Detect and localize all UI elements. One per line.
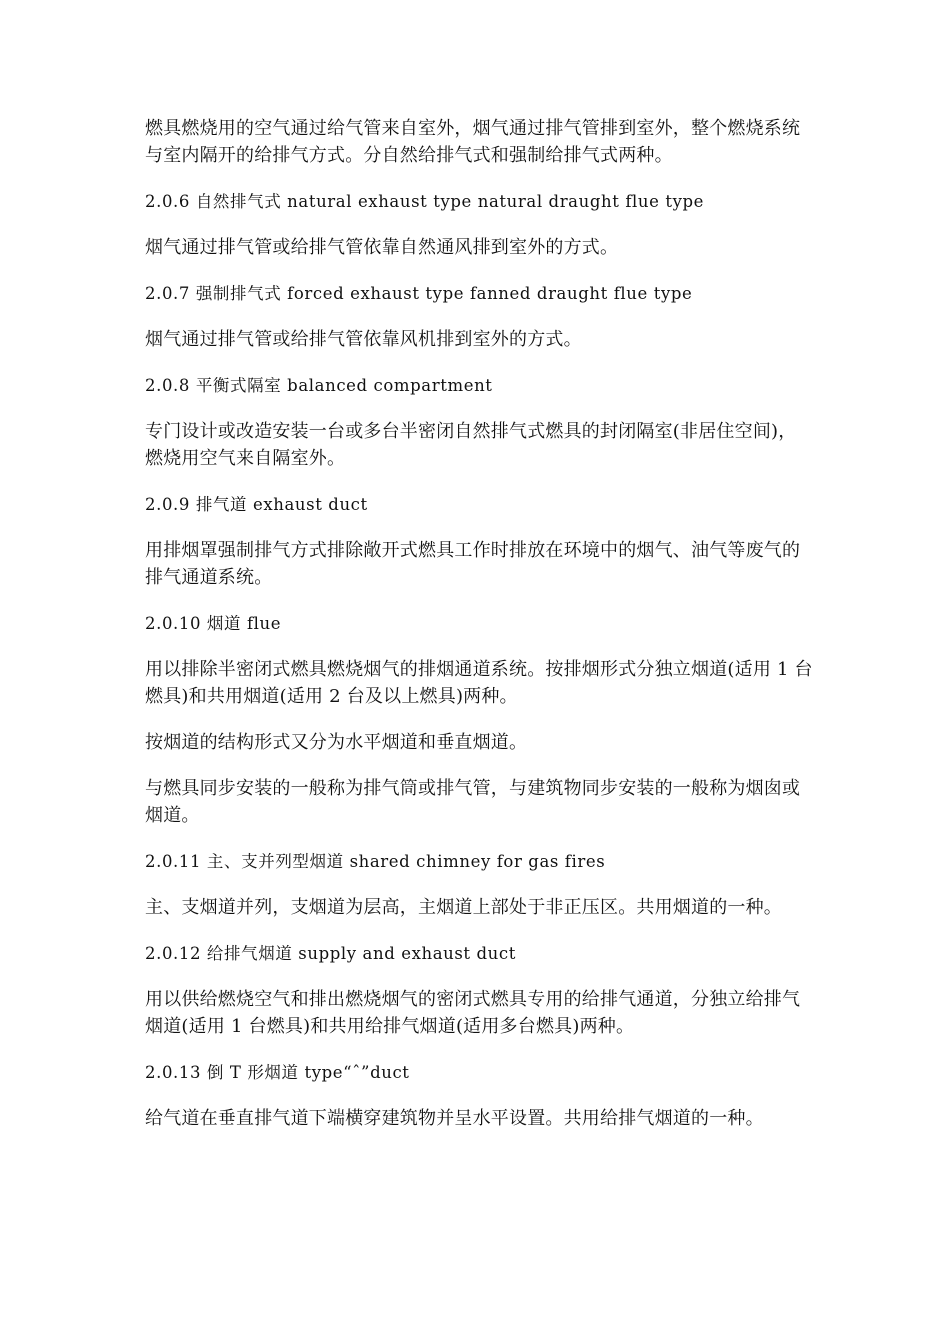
paragraph-inverted-t-duct-definition: 给气道在垂直排气道下端横穿建筑物并呈水平设置。共用给排气烟道的一种。 [145, 1108, 764, 1129]
paragraph-flue-structure: 按烟道的结构形式又分为水平烟道和垂直烟道。 [145, 732, 528, 753]
paragraph-flue-naming: 与燃具同步安装的一般称为排气筒或排气管，与建筑物同步安装的一般称为烟囱或烟道。 [145, 778, 801, 826]
paragraph-balanced-flue-definition: 燃具燃烧用的空气通过给气管来自室外，烟气通过排气管排到室外，整个燃烧系统与室内隔开的给排气方式。分自然给排气式和强制给排气式两种。 [145, 118, 801, 166]
term-heading-2-0-7: 2.0.7 强制排气式 forced exhaust type fanned draught flue type [145, 284, 693, 303]
term-heading-2-0-13: 2.0.13 倒 T 形烟道 type“ˆ”duct [145, 1063, 410, 1082]
term-heading-2-0-11: 2.0.11 主、支并列型烟道 shared chimney for gas fires [145, 852, 606, 871]
term-heading-2-0-6: 2.0.6 自然排气式 natural exhaust type natural draught flue type [145, 192, 705, 211]
paragraph-flue-definition: 用以排除半密闭式燃具燃烧烟气的排烟通道系统。按排烟形式分独立烟道(适用 1 台燃具)和共用烟道(适用 2 台及以上燃具)两种。 [145, 659, 813, 707]
paragraph-natural-exhaust-definition: 烟气通过排气管或给排气管依靠自然通风排到室外的方式。 [145, 237, 619, 258]
term-heading-2-0-9: 2.0.9 排气道 exhaust duct [145, 495, 368, 514]
term-heading-2-0-10: 2.0.10 烟道 flue [145, 614, 282, 633]
term-heading-2-0-12: 2.0.12 给排气烟道 supply and exhaust duct [145, 944, 516, 963]
paragraph-shared-chimney-definition: 主、支烟道并列，支烟道为层高，主烟道上部处于非正压区。共用烟道的一种。 [145, 897, 782, 918]
document-body [145, 115, 813, 1151]
paragraph-forced-exhaust-definition: 烟气通过排气管或给排气管依靠风机排到室外的方式。 [145, 329, 582, 350]
term-heading-2-0-8: 2.0.8 平衡式隔室 balanced compartment [145, 376, 493, 395]
paragraph-supply-exhaust-duct-definition: 用以供给燃烧空气和排出燃烧烟气的密闭式燃具专用的给排气通道，分独立给排气烟道(适用 1 台燃具)和共用给排气烟道(适用多台燃具)两种。 [145, 989, 801, 1037]
paragraph-exhaust-duct-definition: 用排烟罩强制排气方式排除敞开式燃具工作时排放在环境中的烟气、油气等废气的排气通道系统。 [145, 540, 801, 588]
paragraph-balanced-compartment-definition: 专门设计或改造安装一台或多台半密闭自然排气式燃具的封闭隔室(非居住空间)，燃烧用空气来自隔室外。 [145, 421, 797, 469]
